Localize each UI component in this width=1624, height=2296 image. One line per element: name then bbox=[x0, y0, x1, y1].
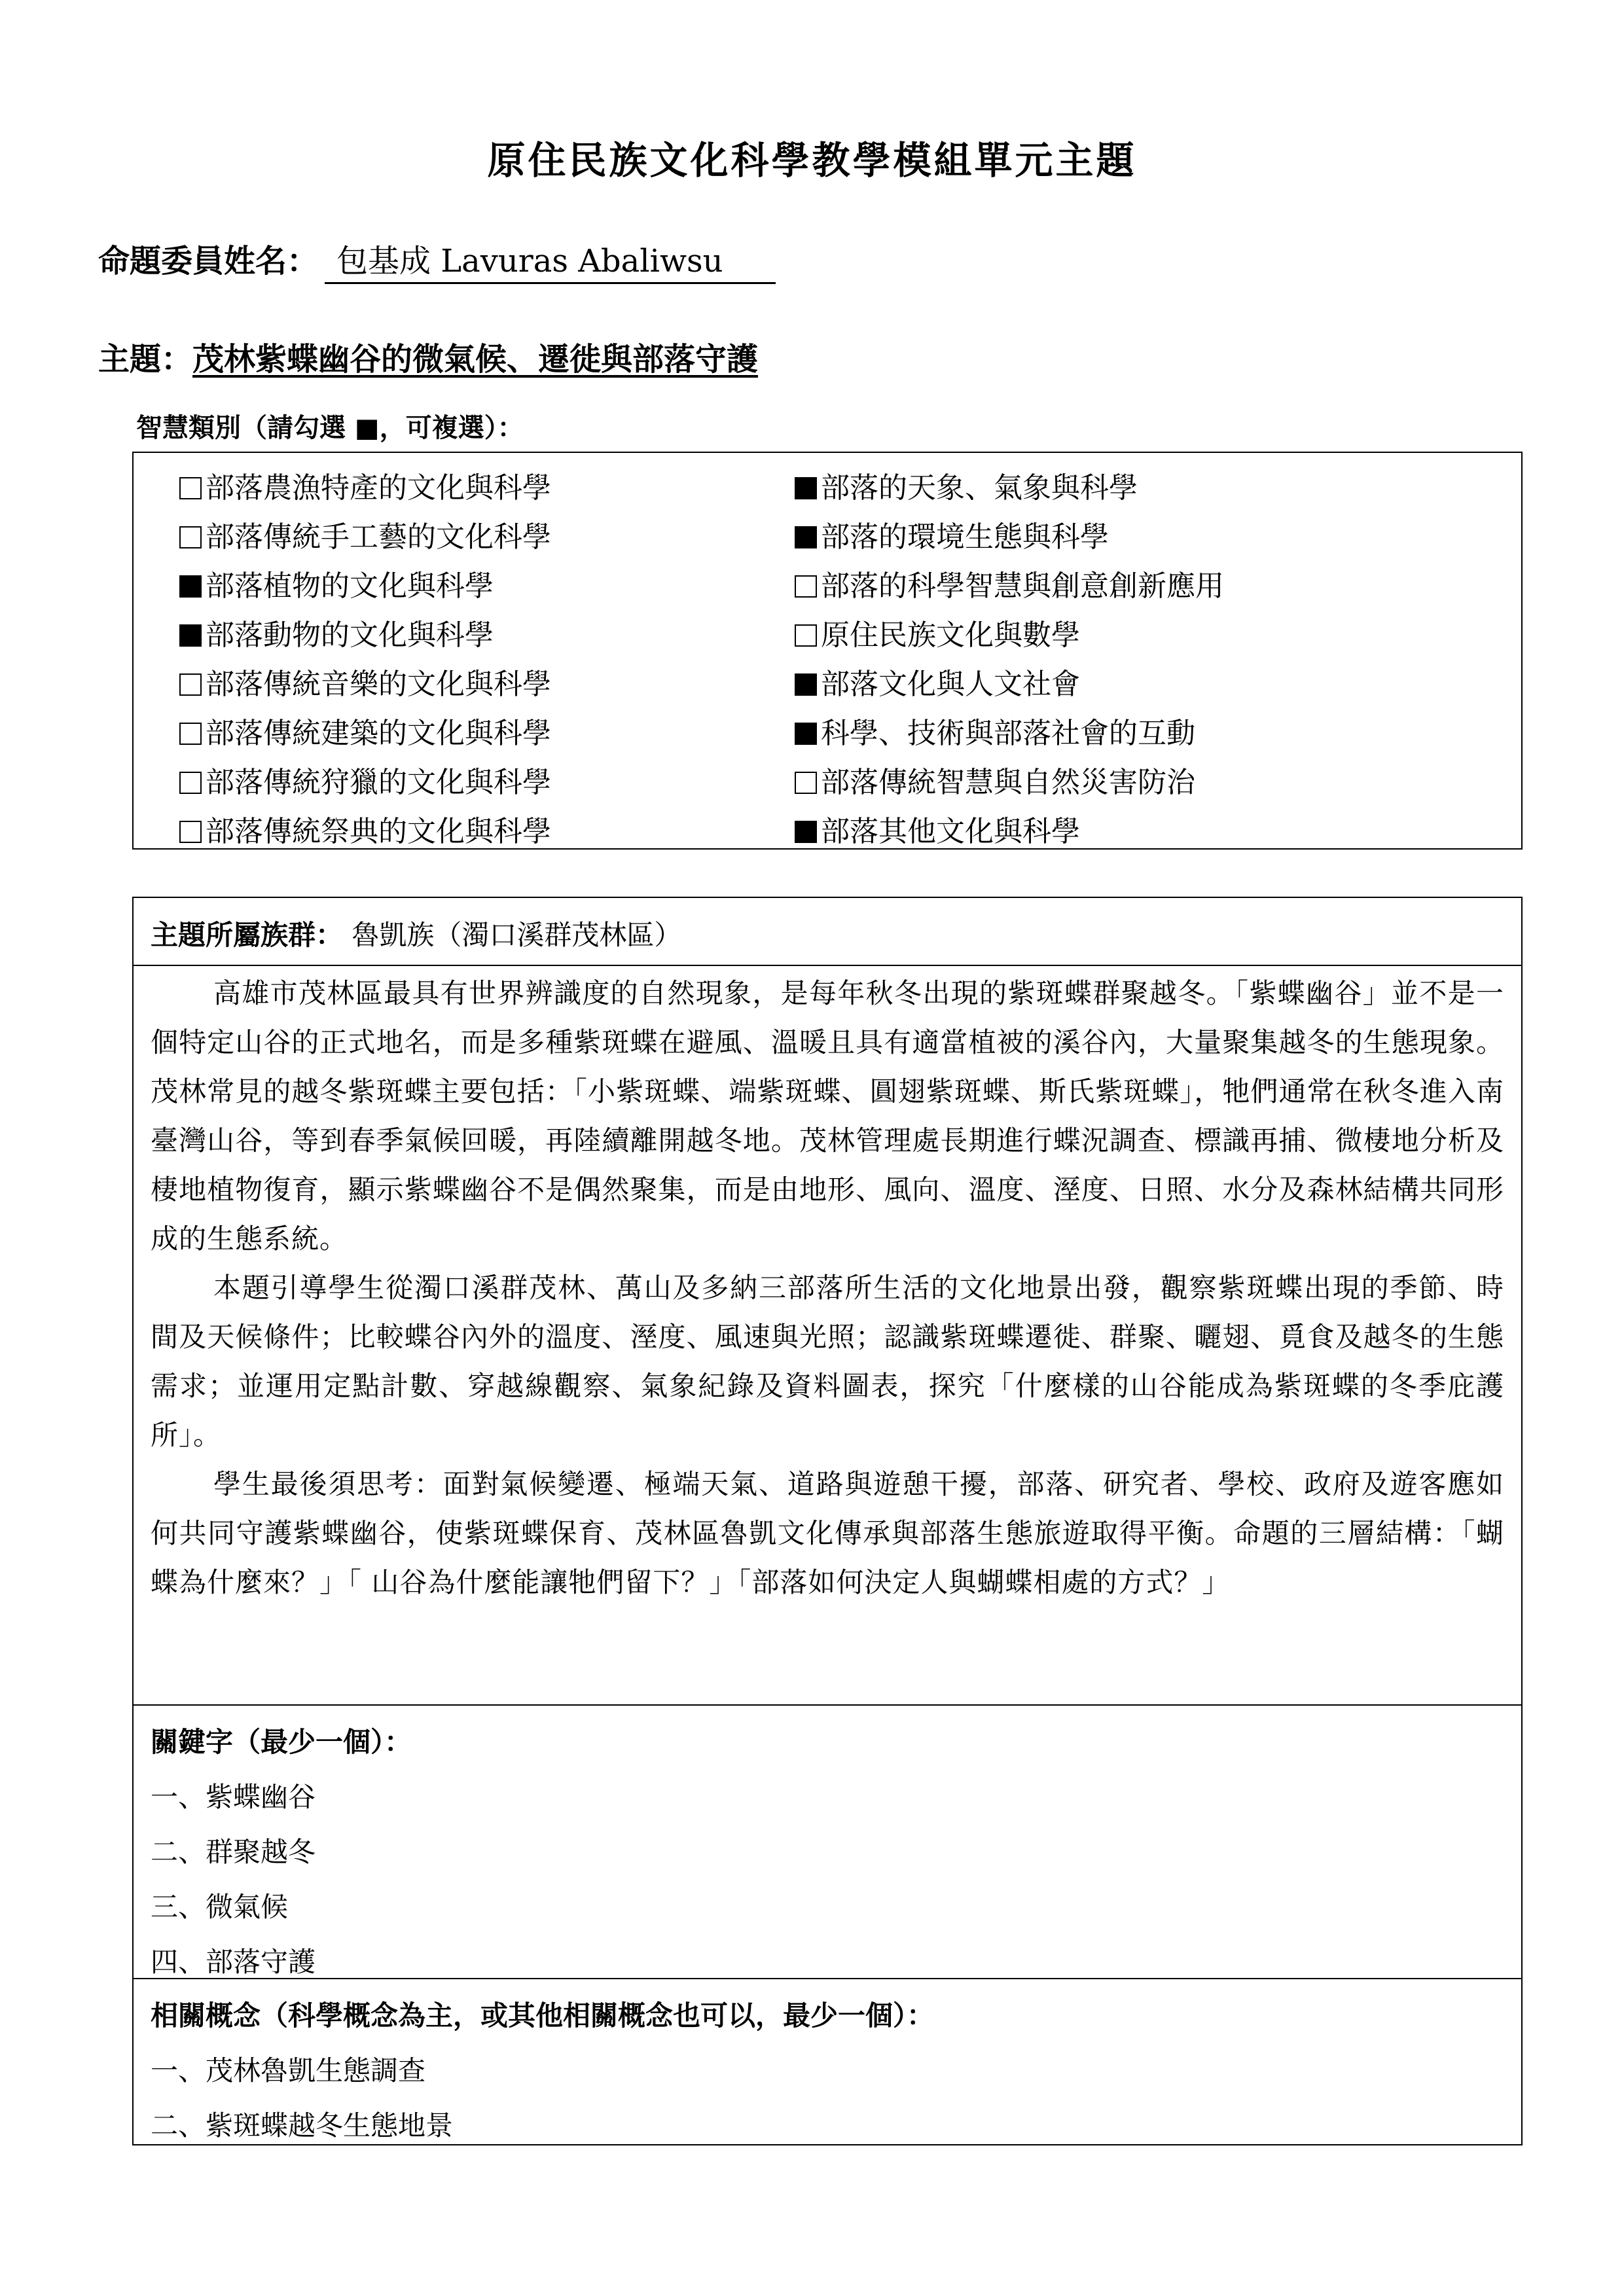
topic-label: 主題： bbox=[98, 341, 193, 378]
page-title: 原住民族文化科學教學模組單元主題 bbox=[487, 138, 1137, 183]
wisdom-option-label: 部落其他文化與科學 bbox=[821, 815, 1080, 848]
checkbox-icon[interactable] bbox=[795, 575, 817, 598]
keywords-label: 關鍵字（最少一個）： bbox=[151, 1726, 412, 1758]
wisdom-option-label: 部落植物的文化與科學 bbox=[206, 569, 494, 603]
description-paragraph: 學生最後須思考：面對氣候變遷、極端天氣、道路與遊憩干擾，部落、研究者、學校、政府及遊客應如何共同守護紫蝶幽谷，使紫斑蝶保育、茂林區魯凱文化傳承與部落生態旅遊取得平衡。命題的三層結構：「蝴蝶為什麼來？」「 山谷為什麼能讓牠們留下？」「部落如何決定人與蝴蝶相處的方式？」 bbox=[151, 1468, 1504, 1598]
keyword-item: 一、紫蝶幽谷 bbox=[151, 1781, 316, 1813]
keywords-row bbox=[134, 1706, 1521, 1979]
description-row bbox=[134, 966, 1521, 1706]
checkbox-icon[interactable] bbox=[179, 723, 202, 745]
checkbox-icon[interactable] bbox=[179, 526, 202, 548]
wisdom-option[interactable] bbox=[179, 807, 551, 856]
wisdom-option[interactable] bbox=[179, 512, 551, 562]
wisdom-option-label: 部落傳統建築的文化與科學 bbox=[206, 717, 551, 750]
checkbox-icon[interactable] bbox=[179, 821, 202, 843]
concept-item: 一、茂林魯凱生態調查 bbox=[151, 2054, 426, 2087]
description-paragraph: 高雄市茂林區最具有世界辨識度的自然現象，是每年秋冬出現的紫斑蝶群聚越冬。「紫蝶幽谷」並不是一個特定山谷的正式地名，而是多種紫斑蝶在避風、溫暖且具有適當植被的溪谷內，大量聚集越冬的生態現象。茂林常見的越冬紫斑蝶主要包括：「小紫斑蝶、端紫斑蝶、圓翅紫斑蝶、斯氏紫斑蝶」，牠們通常在秋冬進入南臺灣山谷，等到春季氣候回暖，再陸續離開越冬地。茂林管理處長期進行蝶況調查、標識再捕、微棲地分析及棲地植物復育，顯示紫蝶幽谷不是偶然聚集，而是由地形、風向、溫度、溼度、日照、水分及森林結構共同形成的生態系統。 bbox=[151, 977, 1504, 1255]
wisdom-option-label: 科學、技術與部落社會的互動 bbox=[821, 717, 1195, 750]
keyword-item: 三、微氣候 bbox=[151, 1891, 289, 1923]
concepts-row bbox=[134, 1979, 1521, 2147]
wisdom-option-label: 部落傳統手工藝的文化科學 bbox=[206, 520, 551, 554]
wisdom-option[interactable] bbox=[179, 709, 551, 758]
wisdom-option-label: 部落傳統智慧與自然災害防治 bbox=[821, 766, 1195, 799]
wisdom-category-box bbox=[132, 452, 1523, 850]
wisdom-right-column bbox=[795, 463, 1224, 856]
ethnic-value: 魯凱族（濁口溪群茂林區） bbox=[352, 919, 682, 951]
wisdom-option[interactable] bbox=[179, 463, 551, 512]
wisdom-option-label: 部落的科學智慧與創意創新應用 bbox=[821, 569, 1224, 603]
wisdom-option-label: 部落傳統音樂的文化與科學 bbox=[206, 668, 551, 701]
checkbox-icon[interactable] bbox=[795, 821, 817, 843]
checkbox-icon[interactable] bbox=[179, 575, 202, 598]
wisdom-option-label: 部落傳統祭典的文化與科學 bbox=[206, 815, 551, 848]
checkbox-icon[interactable] bbox=[179, 673, 202, 696]
description-body bbox=[151, 969, 1504, 1607]
wisdom-option[interactable] bbox=[795, 758, 1224, 807]
ethnic-row bbox=[134, 898, 1521, 966]
topic-line bbox=[98, 334, 758, 379]
wisdom-option-label: 部落動物的文化與科學 bbox=[206, 619, 494, 652]
concepts-label: 相關概念（科學概念為主，或其他相關概念也可以，最少一個）： bbox=[151, 2000, 935, 2032]
wisdom-option[interactable] bbox=[795, 562, 1224, 611]
wisdom-option[interactable] bbox=[795, 512, 1224, 562]
wisdom-left-column bbox=[179, 463, 551, 856]
checkbox-icon[interactable] bbox=[179, 624, 202, 647]
checkbox-icon[interactable] bbox=[179, 477, 202, 499]
checkbox-icon[interactable] bbox=[795, 723, 817, 745]
wisdom-category-label: 智慧類別（請勾選 ■，可複選）： bbox=[136, 413, 524, 443]
checkbox-icon[interactable] bbox=[795, 526, 817, 548]
wisdom-option[interactable] bbox=[795, 660, 1224, 709]
ethnic-label: 主題所屬族群： bbox=[151, 919, 344, 951]
wisdom-option[interactable] bbox=[795, 463, 1224, 512]
wisdom-option[interactable] bbox=[179, 758, 551, 807]
wisdom-option[interactable] bbox=[795, 807, 1224, 856]
wisdom-option-label: 部落的天象、氣象與科學 bbox=[821, 471, 1138, 505]
wisdom-option[interactable] bbox=[179, 562, 551, 611]
keyword-item: 四、部落守護 bbox=[151, 1946, 316, 1978]
committee-label: 命題委員姓名： bbox=[98, 243, 319, 279]
keyword-item: 二、群聚越冬 bbox=[151, 1836, 316, 1868]
wisdom-option-label: 部落文化與人文社會 bbox=[821, 668, 1080, 701]
topic-value: 茂林紫蝶幽谷的微氣候、遷徙與部落守護 bbox=[192, 341, 759, 378]
wisdom-option-label: 原住民族文化與數學 bbox=[821, 619, 1080, 652]
wisdom-option[interactable] bbox=[795, 611, 1224, 660]
description-paragraph: 本題引導學生從濁口溪群茂林、萬山及多納三部落所生活的文化地景出發，觀察紫斑蝶出現的季節、時間及天候條件；比較蝶谷內外的溫度、溼度、風速與光照；認識紫斑蝶遷徙、群聚、曬翅、覓食及越冬的生態需求；並運用定點計數、穿越線觀察、氣象紀錄及資料圖表，探究「什麼樣的山谷能成為紫斑蝶的冬季庇護所」。 bbox=[151, 1272, 1504, 1451]
checkbox-icon[interactable] bbox=[179, 772, 202, 794]
checkbox-icon[interactable] bbox=[795, 673, 817, 696]
wisdom-option-label: 部落農漁特產的文化與科學 bbox=[206, 471, 551, 505]
wisdom-option[interactable] bbox=[179, 611, 551, 660]
wisdom-option[interactable] bbox=[795, 709, 1224, 758]
committee-name: 包基成 Lavuras Abaliwsu bbox=[325, 236, 776, 284]
topic-detail-table bbox=[132, 897, 1523, 2145]
checkbox-icon[interactable] bbox=[795, 624, 817, 647]
wisdom-option-label: 部落的環境生態與科學 bbox=[821, 520, 1109, 554]
checkbox-icon[interactable] bbox=[795, 477, 817, 499]
checkbox-icon[interactable] bbox=[795, 772, 817, 794]
committee-line bbox=[98, 236, 776, 284]
wisdom-option-label: 部落傳統狩獵的文化與科學 bbox=[206, 766, 551, 799]
wisdom-option[interactable] bbox=[179, 660, 551, 709]
concept-item: 二、紫斑蝶越冬生態地景 bbox=[151, 2109, 454, 2142]
